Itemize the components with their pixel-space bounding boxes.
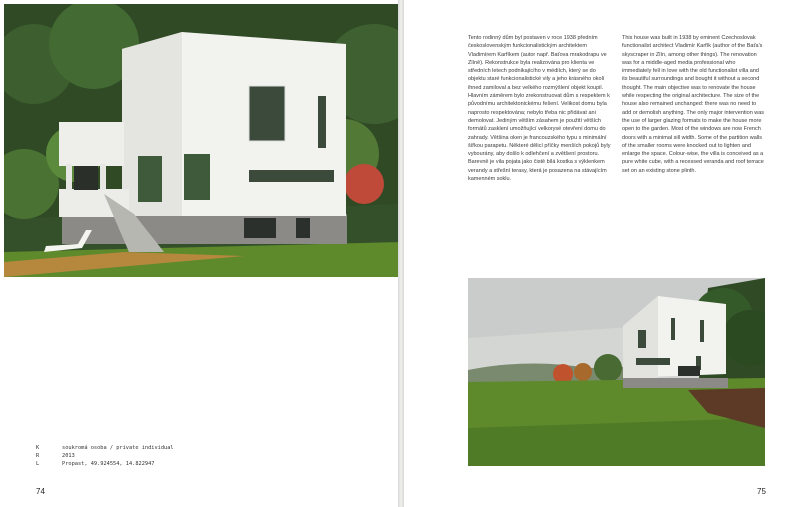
- credit-key: L: [36, 461, 40, 467]
- credit-value: Propast, 49.924554, 14.822947: [62, 461, 155, 467]
- credit-row-client: [36, 444, 174, 452]
- house-photo-front-image: [4, 4, 398, 277]
- house-photo-garden: [468, 278, 765, 466]
- credit-key: K: [36, 445, 40, 451]
- project-credits: [36, 444, 174, 468]
- credit-row-location: [36, 460, 174, 468]
- right-page: [404, 0, 800, 507]
- house-photo-front: [4, 4, 398, 277]
- credit-row-year: [36, 452, 174, 460]
- credit-value: 2013: [62, 453, 75, 459]
- article-text-czech: Tento rodinný dům byl postaven v roce 1938 předním československým funkcionalistickým architektem Vladimírem Karfíkem (autor např. Baťova mrakodrapu ve Zlíně). Rekonstrukce byla realizována pro klienta ve středních letech podnikajícího v médiích, který se do objektu staré funkcionalistické vily a jeho krásného okolí ihned zamiloval a bez velkého rozmýšlení objekt koupil. Hlavním záměrem bylo zrekonstruovat dům s respektem k původnímu architektonickému řešení. Velikost domu byla naprosto respektována; nebylo třeba nic přidávat ani demolovat. Jediným větším zásahem je použití větších formátů zasklení umožňující velkorysé otevření domu do zahrady. Většina oken je francouzského typu s minimální šířkou parapetu. Některé dělicí příčky menších pokojů byly vybourány, aby došlo k odlehčení a zvětšení prostoru. Barevně je vila pojata jako čistě bílá kostka s výklenkem verandy a střešní terasy, která je posazena na stávajícím kamenném soklu.: [468, 35, 611, 183]
- left-page: [0, 0, 398, 507]
- house-photo-garden-image: [468, 278, 765, 466]
- page-number-left: 74: [36, 487, 45, 496]
- page-number-right: 75: [757, 487, 766, 496]
- credit-value: soukromá osoba / private individual: [62, 445, 174, 451]
- credit-key: R: [36, 453, 40, 459]
- article-text-english: This house was built in 1938 by eminent Czechoslovak functionalist architect Vladimír Karfík (author of the Baťa's skyscraper in Zlín, among other things). The renovation was for a middle-aged media professional who immediately fell in love with the old functionalist villa and its beautiful surroundings and bought it without a second thought. The main objective was to renovate the house while respecting the original architecture. The size of the house also remained unchanged: there was no need to add or demolish anything. The only major intervention was the use of larger glazing formats to make the house more open to the garden. Most of the windows are now French doors with a minimal sill width. Some of the partition walls of the smaller rooms were knocked out to lighten and enlarge the space. Colour-wise, the villa is conceived as a pure white cube, with a recessed veranda and roof terrace set on an existing stone plinth.: [622, 35, 765, 174]
